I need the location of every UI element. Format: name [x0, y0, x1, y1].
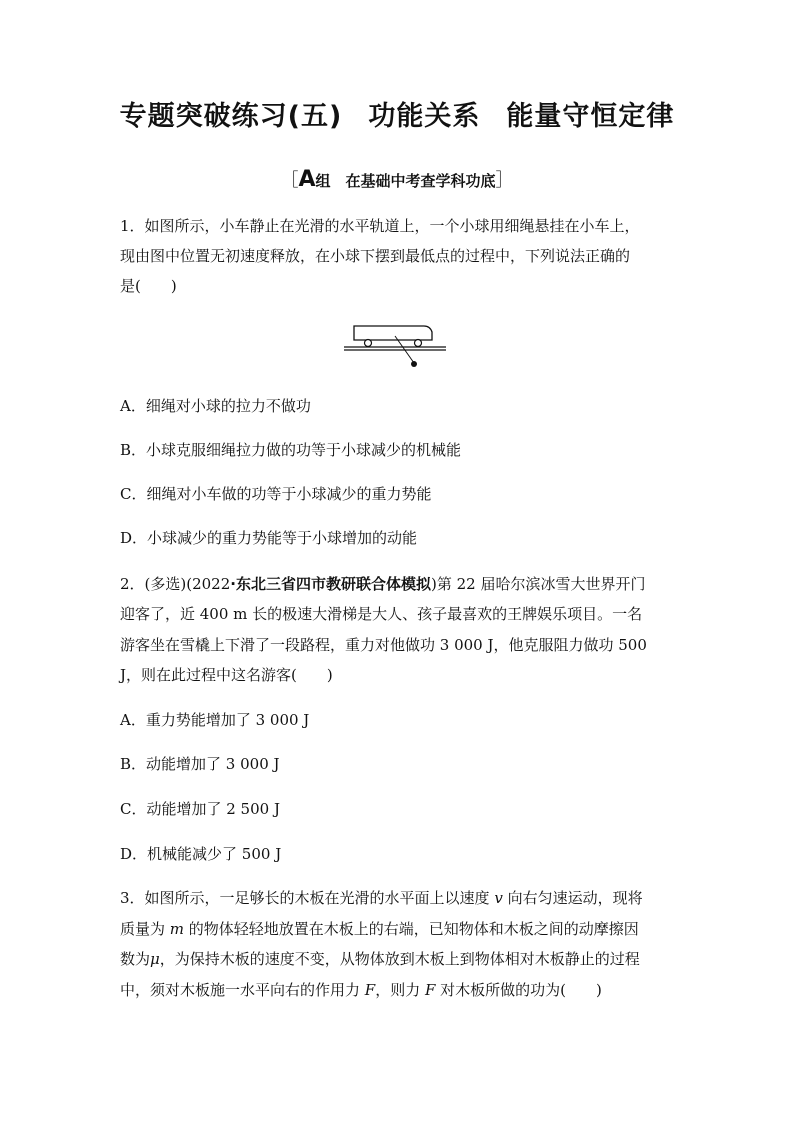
- q3-symbol-m: m: [169, 920, 185, 938]
- q3-symbol-f: F: [364, 981, 376, 999]
- cart-wheel-right: [415, 340, 422, 347]
- cart-pendulum-figure: [340, 318, 450, 373]
- group-close-bracket: ］: [495, 170, 514, 191]
- title-part-3: 能量守恒定律: [506, 101, 675, 132]
- q1-option-d[interactable]: D．小球减少的重力势能等于小球增加的动能: [120, 529, 418, 547]
- q2-option-d[interactable]: D．机械能减少了 500 J: [120, 845, 282, 863]
- q1-option-c[interactable]: C．细绳对小车做的功等于小球减少的重力势能: [120, 485, 432, 503]
- q3-text: 向右匀速运动，现将: [502, 889, 643, 907]
- page-title: [0, 94, 794, 133]
- q1-line-1: 1．如图所示，小车静止在光滑的水平轨道上，一个小球用细绳悬挂在小车上，: [120, 217, 640, 235]
- cart-wheel-left: [365, 340, 372, 347]
- q3-text: 对木板所做的功为( ): [435, 981, 602, 999]
- q2-line-2: 迎客了，近 400 m 长的极速大滑梯是大人、孩子最喜欢的王牌娱乐项目。一名: [120, 605, 643, 623]
- q3-text: 的物体轻轻地放置在木板上的右端，已知物体和木板之间的动摩擦因: [184, 920, 639, 938]
- pendulum-ball: [411, 361, 417, 367]
- group-letter: A: [298, 167, 316, 192]
- q3-text: 3．如图所示，一足够长的木板在光滑的水平面上以速度: [120, 889, 495, 907]
- q3-line-3: [120, 949, 640, 969]
- q2-option-c[interactable]: C．动能增加了 2 500 J: [120, 800, 280, 818]
- q3-symbol-mu: μ: [150, 950, 160, 968]
- q2-line-4: J，则在此过程中这名游客( ): [120, 666, 333, 684]
- q3-text: 中，须对木板施一水平向右的作用力: [120, 981, 365, 999]
- q3-line-2: [120, 919, 639, 939]
- q1-line-3: 是( ): [120, 277, 177, 295]
- q1-option-a[interactable]: A．细绳对小球的拉力不做功: [120, 397, 311, 415]
- q2-option-a[interactable]: A．重力势能增加了 3 000 J: [120, 711, 310, 729]
- title-part-1: 专题突破练习(五): [119, 101, 343, 132]
- q3-text: 数为: [120, 950, 151, 968]
- q3-text: 质量为: [120, 920, 170, 938]
- q3-line-4: [120, 980, 602, 1000]
- q3-symbol-v: v: [494, 889, 503, 907]
- q2-line-1: [120, 574, 645, 594]
- group-open-bracket: ［: [280, 170, 299, 191]
- q2-prefix: 2．(多选)(2022: [120, 575, 231, 593]
- title-part-2: 功能关系: [368, 101, 481, 132]
- q2-source: ·东北三省四市教研联合体模拟: [230, 575, 431, 593]
- q3-text: ，则力: [375, 981, 425, 999]
- q2-option-b[interactable]: B．动能增加了 3 000 J: [120, 755, 280, 773]
- q1-option-b[interactable]: B．小球克服细绳拉力做的功等于小球减少的机械能: [120, 441, 462, 459]
- q3-symbol-f: F: [424, 981, 436, 999]
- q2-rest: )第 22 届哈尔滨冰雪大世界开门: [430, 575, 646, 593]
- cart-body: [354, 326, 432, 340]
- group-header: [0, 166, 794, 192]
- q1-line-2: 现由图中位置无初速度释放，在小球下摆到最低点的过程中，下列说法正确的: [120, 247, 631, 265]
- q2-line-3: 游客坐在雪橇上下滑了一段路程，重力对他做功 3 000 J，他克服阻力做功 500: [120, 636, 647, 654]
- q3-line-1: [120, 888, 643, 908]
- q3-text: ，为保持木板的速度不变，从物体放到木板上到物体相对木板静止的过程: [159, 950, 640, 968]
- group-label: 组 在基础中考查学科功底: [315, 172, 496, 190]
